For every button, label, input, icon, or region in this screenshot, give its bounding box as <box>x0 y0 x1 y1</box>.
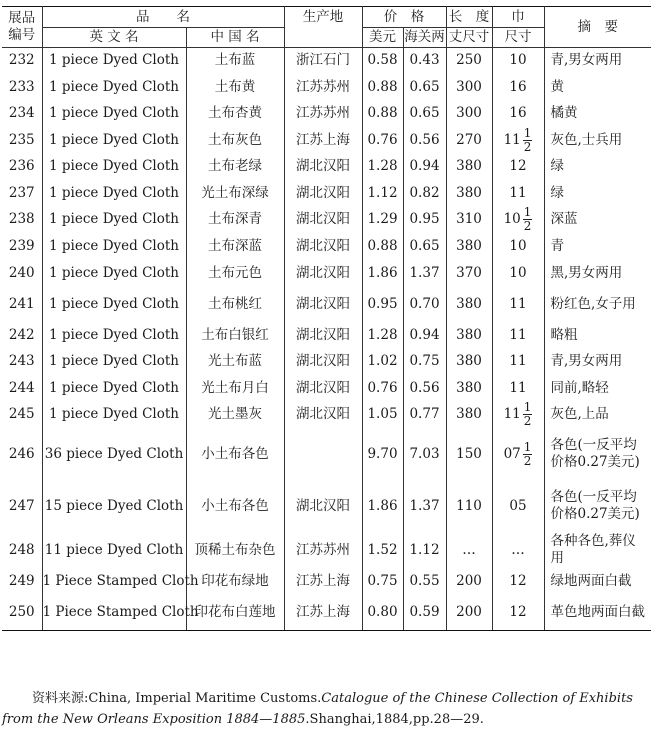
chinese-name-cell: 光土墨灰 <box>186 401 284 428</box>
price-tael-cell: 0.77 <box>403 401 446 428</box>
english-name-cell: 1 piece Dyed Cloth <box>42 286 186 322</box>
table-row <box>2 349 651 375</box>
remark-cell: 绿 <box>544 180 651 206</box>
price-usd-cell: 0.76 <box>362 127 403 154</box>
remark-cell: 黑,男女两用 <box>544 260 651 286</box>
table-row <box>2 401 651 428</box>
length-cell: 200 <box>446 568 492 594</box>
price-tael-cell: 1.37 <box>403 260 446 286</box>
chinese-name-cell: 印花布绿地 <box>186 568 284 594</box>
remark-cell: 各种各色,葬仪用 <box>544 532 651 568</box>
exhibit-no-cell: 234 <box>2 100 42 126</box>
place-cell: 江苏上海 <box>284 595 362 631</box>
header-name-group: 品 名 <box>42 7 284 28</box>
table-row <box>2 322 651 348</box>
english-name-cell: 1 piece Dyed Cloth <box>42 322 186 348</box>
length-cell: 300 <box>446 74 492 100</box>
table-body <box>2 48 651 631</box>
remark-cell: 同前,略轻 <box>544 375 651 401</box>
table-row <box>2 74 651 100</box>
table-row <box>2 428 651 480</box>
table-row <box>2 595 651 631</box>
exhibit-no-cell: 233 <box>2 74 42 100</box>
chinese-name-cell: 光土布月白 <box>186 375 284 401</box>
price-usd-cell: 1.12 <box>362 180 403 206</box>
width-cell <box>492 127 544 154</box>
place-cell: 湖北汉阳 <box>284 233 362 259</box>
chinese-name-cell: 小土布各色 <box>186 428 284 480</box>
width-whole: 07 <box>503 445 521 462</box>
remark-cell: 绿地两面白截 <box>544 568 651 594</box>
table-row <box>2 480 651 532</box>
header-name-en: 英 文 名 <box>42 28 186 48</box>
english-name-cell: 1 Piece Stamped Cloth <box>42 568 186 594</box>
remark-cell: 青 <box>544 233 651 259</box>
exhibit-no-cell: 236 <box>2 154 42 180</box>
english-name-cell: 1 piece Dyed Cloth <box>42 74 186 100</box>
chinese-name-cell: 小土布各色 <box>186 480 284 532</box>
length-cell: 150 <box>446 428 492 480</box>
remark-cell: 绿 <box>544 154 651 180</box>
chinese-name-cell: 土布杏黄 <box>186 100 284 126</box>
price-tael-cell: 0.65 <box>403 233 446 259</box>
source-prefix: 资料来源:China, Imperial Maritime Customs. <box>32 691 322 706</box>
price-tael-cell: 7.03 <box>403 428 446 480</box>
price-tael-cell: 0.43 <box>403 48 446 74</box>
place-cell: 湖北汉阳 <box>284 349 362 375</box>
length-cell: 300 <box>446 100 492 126</box>
remark-cell: 粉红色,女子用 <box>544 286 651 322</box>
length-cell: 250 <box>446 48 492 74</box>
chinese-name-cell: 土布白银红 <box>186 322 284 348</box>
width-cell: 16 <box>492 100 544 126</box>
fraction-numerator: 1 <box>523 205 532 220</box>
fraction-denominator: 2 <box>523 219 532 234</box>
price-tael-cell: 0.65 <box>403 100 446 126</box>
english-name-cell: 1 piece Dyed Cloth <box>42 206 186 233</box>
length-cell: 380 <box>446 322 492 348</box>
length-cell: 380 <box>446 154 492 180</box>
price-usd-cell: 9.70 <box>362 428 403 480</box>
price-tael-cell: 0.65 <box>403 74 446 100</box>
chinese-name-cell: 印花布白莲地 <box>186 595 284 631</box>
width-cell <box>492 206 544 233</box>
fraction-denominator: 2 <box>523 414 532 429</box>
chinese-name-cell: 光土布深绿 <box>186 180 284 206</box>
english-name-cell: 1 piece Dyed Cloth <box>42 233 186 259</box>
table-row <box>2 127 651 154</box>
table-row <box>2 100 651 126</box>
place-cell: 湖北汉阳 <box>284 286 362 322</box>
exhibit-no-cell: 250 <box>2 595 42 631</box>
table-row <box>2 260 651 286</box>
exhibit-no-cell: 243 <box>2 349 42 375</box>
exhibit-no-cell: 249 <box>2 568 42 594</box>
exhibit-no-cell: 244 <box>2 375 42 401</box>
width-fraction <box>523 127 533 154</box>
english-name-cell: 1 piece Dyed Cloth <box>42 180 186 206</box>
place-cell: 江苏苏州 <box>284 100 362 126</box>
table-row <box>2 532 651 568</box>
length-cell: 110 <box>446 480 492 532</box>
header-name-cn: 中 国 名 <box>186 28 284 48</box>
place-cell: 湖北汉阳 <box>284 375 362 401</box>
english-name-cell: 1 piece Dyed Cloth <box>42 127 186 154</box>
width-cell: 10 <box>492 260 544 286</box>
chinese-name-cell: 土布深蓝 <box>186 233 284 259</box>
width-cell: 11 <box>492 349 544 375</box>
english-name-cell: 1 piece Dyed Cloth <box>42 100 186 126</box>
fraction-denominator: 2 <box>523 453 532 468</box>
length-cell: 380 <box>446 401 492 428</box>
exhibit-no-cell: 239 <box>2 233 42 259</box>
table-row <box>2 375 651 401</box>
exhibit-no-cell: 242 <box>2 322 42 348</box>
place-cell: 江苏上海 <box>284 127 362 154</box>
table-row <box>2 180 651 206</box>
length-cell: 310 <box>446 206 492 233</box>
price-tael-cell: 0.75 <box>403 349 446 375</box>
length-cell: 270 <box>446 127 492 154</box>
remark-cell: 深蓝 <box>544 206 651 233</box>
width-fraction <box>523 401 533 428</box>
remark-cell: 灰色,士兵用 <box>544 127 651 154</box>
chinese-name-cell: 顶稀土布杂色 <box>186 532 284 568</box>
remark-cell: 青,男女两用 <box>544 48 651 74</box>
width-cell: … <box>492 532 544 568</box>
table-row <box>2 154 651 180</box>
remark-cell: 青,男女两用 <box>544 349 651 375</box>
length-cell: 380 <box>446 180 492 206</box>
table-row <box>2 286 651 322</box>
price-usd-cell: 0.88 <box>362 100 403 126</box>
place-cell <box>284 428 362 480</box>
price-usd-cell: 1.29 <box>362 206 403 233</box>
width-cell: 11 <box>492 322 544 348</box>
chinese-name-cell: 土布桃红 <box>186 286 284 322</box>
remark-cell: 各色(一反平均价格0.27美元) <box>544 428 651 480</box>
remark-cell: 黄 <box>544 74 651 100</box>
width-fraction <box>523 441 533 468</box>
place-cell: 湖北汉阳 <box>284 180 362 206</box>
header-price-group: 价 格 <box>362 7 446 28</box>
english-name-cell: 36 piece Dyed Cloth <box>42 428 186 480</box>
price-usd-cell: 0.58 <box>362 48 403 74</box>
length-cell: 370 <box>446 260 492 286</box>
fraction-denominator: 2 <box>523 139 532 154</box>
exhibit-no-cell: 247 <box>2 480 42 532</box>
english-name-cell: 1 piece Dyed Cloth <box>42 154 186 180</box>
price-tael-cell: 0.70 <box>403 286 446 322</box>
exhibit-no-cell: 235 <box>2 127 42 154</box>
exhibit-no-cell: 248 <box>2 532 42 568</box>
width-cell: 05 <box>492 480 544 532</box>
chinese-name-cell: 土布黄 <box>186 74 284 100</box>
width-whole: 10 <box>503 211 521 228</box>
width-cell: 11 <box>492 375 544 401</box>
header-place: 生产地 <box>284 7 362 48</box>
exhibit-no-cell: 241 <box>2 286 42 322</box>
width-cell: 11 <box>492 180 544 206</box>
price-usd-cell: 1.86 <box>362 260 403 286</box>
price-usd-cell: 0.88 <box>362 233 403 259</box>
english-name-cell: 1 piece Dyed Cloth <box>42 401 186 428</box>
header-exhibit-no <box>2 7 42 48</box>
place-cell: 湖北汉阳 <box>284 322 362 348</box>
price-tael-cell: 0.94 <box>403 322 446 348</box>
price-usd-cell: 1.52 <box>362 532 403 568</box>
price-usd-cell: 0.75 <box>362 568 403 594</box>
price-tael-cell: 0.59 <box>403 595 446 631</box>
header-width-group: 巾 <box>492 7 544 28</box>
header-remark: 摘 要 <box>544 7 651 48</box>
length-cell: 200 <box>446 595 492 631</box>
width-cell: 12 <box>492 568 544 594</box>
width-fraction <box>523 206 533 233</box>
chinese-name-cell: 土布深青 <box>186 206 284 233</box>
table-row <box>2 48 651 74</box>
source-citation <box>2 688 651 730</box>
width-cell: 10 <box>492 48 544 74</box>
length-cell: … <box>446 532 492 568</box>
english-name-cell: 1 piece Dyed Cloth <box>42 349 186 375</box>
place-cell: 湖北汉阳 <box>284 480 362 532</box>
remark-cell: 橘黄 <box>544 100 651 126</box>
width-cell <box>492 428 544 480</box>
table-row <box>2 206 651 233</box>
source-suffix: .Shanghai,1884,pp.28—29. <box>305 712 484 727</box>
table-row <box>2 233 651 259</box>
price-usd-cell: 0.88 <box>362 74 403 100</box>
header-length-unit: 丈尺寸 <box>446 28 492 48</box>
exhibit-no-cell: 240 <box>2 260 42 286</box>
width-cell: 12 <box>492 595 544 631</box>
english-name-cell: 1 piece Dyed Cloth <box>42 48 186 74</box>
place-cell: 湖北汉阳 <box>284 206 362 233</box>
header-width-unit: 尺寸 <box>492 28 544 48</box>
english-name-cell: 1 Piece Stamped Cloth <box>42 595 186 631</box>
chinese-name-cell: 土布蓝 <box>186 48 284 74</box>
table-header <box>2 7 651 48</box>
exhibit-no-cell: 232 <box>2 48 42 74</box>
price-tael-cell: 0.95 <box>403 206 446 233</box>
remark-cell: 革色地两面白截 <box>544 595 651 631</box>
place-cell: 江苏上海 <box>284 568 362 594</box>
price-usd-cell: 1.86 <box>362 480 403 532</box>
price-usd-cell: 1.28 <box>362 154 403 180</box>
header-no-line1: 展品 <box>8 10 36 26</box>
width-cell: 16 <box>492 74 544 100</box>
english-name-cell: 1 piece Dyed Cloth <box>42 260 186 286</box>
width-cell: 10 <box>492 233 544 259</box>
price-usd-cell: 0.76 <box>362 375 403 401</box>
table-row <box>2 568 651 594</box>
exhibit-no-cell: 238 <box>2 206 42 233</box>
price-usd-cell: 1.05 <box>362 401 403 428</box>
price-tael-cell: 0.56 <box>403 375 446 401</box>
price-usd-cell: 0.80 <box>362 595 403 631</box>
header-price-usd: 美元 <box>362 28 403 48</box>
place-cell: 湖北汉阳 <box>284 260 362 286</box>
exhibit-table <box>2 6 651 631</box>
chinese-name-cell: 土布灰色 <box>186 127 284 154</box>
length-cell: 380 <box>446 375 492 401</box>
width-whole: 11 <box>503 131 521 148</box>
chinese-name-cell: 光土布蓝 <box>186 349 284 375</box>
price-tael-cell: 0.94 <box>403 154 446 180</box>
price-tael-cell: 1.12 <box>403 532 446 568</box>
remark-cell: 各色(一反平均价格0.27美元) <box>544 480 651 532</box>
fraction-numerator: 1 <box>523 439 532 454</box>
width-cell: 12 <box>492 154 544 180</box>
length-cell: 380 <box>446 286 492 322</box>
price-usd-cell: 0.95 <box>362 286 403 322</box>
english-name-cell: 15 piece Dyed Cloth <box>42 480 186 532</box>
fraction-numerator: 1 <box>523 400 532 415</box>
price-tael-cell: 0.56 <box>403 127 446 154</box>
source-title: Catalogue of the Chinese Collection of Exhibits from the New Orleans Exposition 1884—1885 <box>2 691 633 727</box>
header-length-group: 长 度 <box>446 7 492 28</box>
price-tael-cell: 0.55 <box>403 568 446 594</box>
remark-cell: 灰色,上品 <box>544 401 651 428</box>
place-cell: 浙江石门 <box>284 48 362 74</box>
price-tael-cell: 1.37 <box>403 480 446 532</box>
width-whole: 11 <box>503 406 521 423</box>
chinese-name-cell: 土布老绿 <box>186 154 284 180</box>
length-cell: 380 <box>446 349 492 375</box>
place-cell: 江苏苏州 <box>284 532 362 568</box>
chinese-name-cell: 土布元色 <box>186 260 284 286</box>
header-price-tael: 海关两 <box>403 28 446 48</box>
header-no-line2: 编号 <box>8 27 36 43</box>
fraction-numerator: 1 <box>523 125 532 140</box>
price-usd-cell: 1.02 <box>362 349 403 375</box>
english-name-cell: 11 piece Dyed Cloth <box>42 532 186 568</box>
exhibit-no-cell: 245 <box>2 401 42 428</box>
price-tael-cell: 0.82 <box>403 180 446 206</box>
remark-cell: 略粗 <box>544 322 651 348</box>
price-usd-cell: 1.28 <box>362 322 403 348</box>
place-cell: 湖北汉阳 <box>284 401 362 428</box>
place-cell: 江苏苏州 <box>284 74 362 100</box>
length-cell: 380 <box>446 233 492 259</box>
english-name-cell: 1 piece Dyed Cloth <box>42 375 186 401</box>
width-cell <box>492 401 544 428</box>
place-cell: 湖北汉阳 <box>284 154 362 180</box>
width-cell: 11 <box>492 286 544 322</box>
exhibit-no-cell: 237 <box>2 180 42 206</box>
exhibit-no-cell: 246 <box>2 428 42 480</box>
